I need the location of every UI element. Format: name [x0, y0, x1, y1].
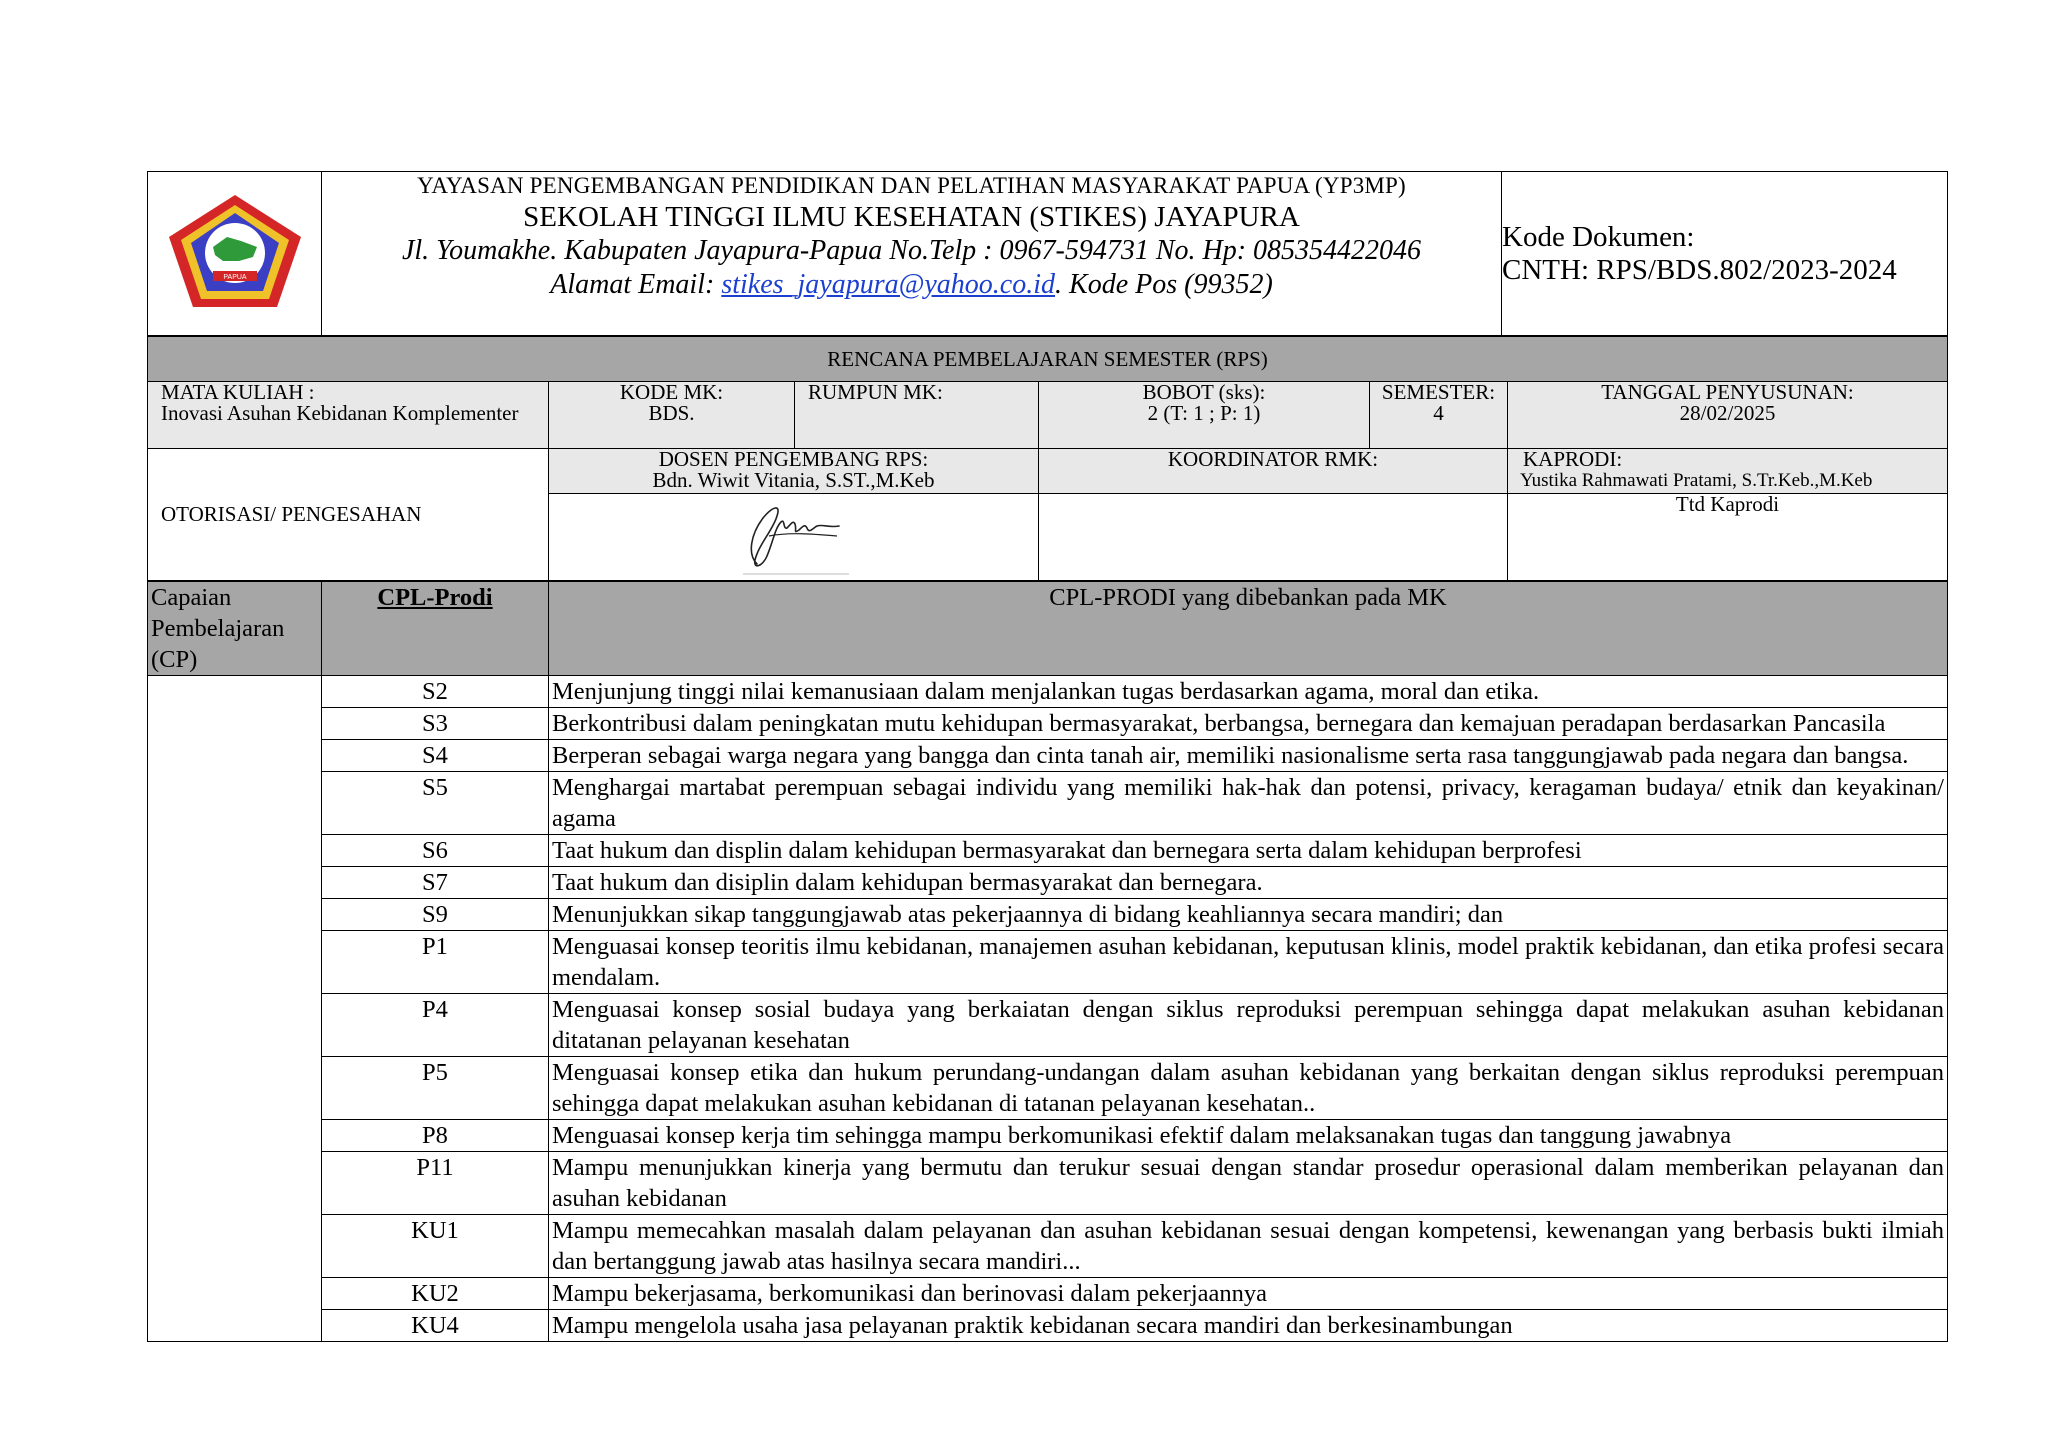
cp-spacer-cell [148, 676, 322, 1342]
cpl-description: Mampu bekerjasama, berkomunikasi dan berinovasi dalam pekerjaannya [549, 1278, 1948, 1310]
dosen-label: DOSEN PENGEMBANG RPS: [658, 447, 929, 471]
dosen-cell [549, 449, 1039, 494]
kode-mk-label: KODE MK: [619, 380, 724, 404]
table-row [148, 1310, 1948, 1342]
otorisasi-label: OTORISASI/ PENGESAHAN [148, 449, 549, 581]
rps-title: RENCANA PEMBELAJARAN SEMESTER (RPS) [148, 337, 1948, 382]
cpl-description: Mampu menunjukkan kinerja yang bermutu dan terukur sesuai dengan standar prosedur operasional dalam memberikan pelayanan dan asuhan kebidanan [549, 1152, 1948, 1215]
cpl-description: Taat hukum dan displin dalam kehidupan bermasyarakat dan bernegara serta dalam kehidupan berprofesi [549, 835, 1948, 867]
cpl-code: S4 [322, 740, 549, 772]
cpl-description: Menguasai konsep teoritis ilmu kebidanan, manajemen asuhan kebidanan, keputusan klinis, model praktik kebidanan, dan etika profesi secara mendalam. [549, 931, 1948, 994]
table-row [148, 676, 1948, 708]
cpl-code: P8 [322, 1120, 549, 1152]
cpl-prodi-label: CPL-Prodi [322, 582, 549, 676]
cpl-code: S2 [322, 676, 549, 708]
semester-cell [1370, 382, 1508, 449]
cpl-header: CPL-PRODI yang dibebankan pada MK [549, 582, 1948, 676]
koordinator-label: KOORDINATOR RMK: [1167, 447, 1379, 471]
semester-value: 4 [1433, 401, 1444, 425]
table-row [148, 994, 1948, 1057]
cpl-code: P5 [322, 1057, 549, 1120]
table-row [148, 1278, 1948, 1310]
rumpun-mk-label: RUMPUN MK: [808, 380, 943, 404]
document-header [147, 171, 1948, 336]
institution-name: SEKOLAH TINGGI ILMU KESEHATAN (STIKES) JAYAPURA [523, 201, 1300, 233]
cpl-code: KU2 [322, 1278, 549, 1310]
cpl-description: Mampu memecahkan masalah dalam pelayanan dan asuhan kebidanan sesuai dengan kompetensi, kewenangan yang berbasis bukti ilmiah dan bertanggung jawab atas hasilnya secara mandiri... [549, 1215, 1948, 1278]
cpl-code: S6 [322, 835, 549, 867]
mata-kuliah-label: MATA KULIAH : [161, 380, 315, 404]
stikes-logo-icon [165, 191, 305, 311]
table-row [148, 931, 1948, 994]
document-code-label: Kode Dokumen: [1502, 220, 1695, 253]
foundation-name: YAYASAN PENGEMBANGAN PENDIDIKAN DAN PELATIHAN MASYARAKAT PAPUA (YP3MP) [417, 173, 1406, 198]
rps-meta-table [147, 336, 1948, 581]
cpl-code: S3 [322, 708, 549, 740]
logo-cell [148, 172, 322, 336]
bobot-value: 2 (T: 1 ; P: 1) [1147, 401, 1261, 425]
cpl-description: Menjunjung tinggi nilai kemanusiaan dalam menjalankan tugas berdasarkan agama, moral dan etika. [549, 676, 1948, 708]
document-code [1502, 172, 1948, 336]
cpl-code: KU4 [322, 1310, 549, 1342]
mata-kuliah-cell [148, 382, 549, 449]
tanggal-cell [1508, 382, 1948, 449]
cpl-description: Berkontribusi dalam peningkatan mutu kehidupan bermasyarakat, berbangsa, bernegara dan kemajuan peradapan berdasarkan Pancasila [549, 708, 1948, 740]
tanggal-label: TANGGAL PENYUSUNAN: [1601, 380, 1854, 404]
table-row [148, 867, 1948, 899]
table-row [148, 1215, 1948, 1278]
institution-contact: Alamat Email: stikes_jayapura@yahoo.co.id. Kode Pos (99352) [550, 269, 1273, 300]
rps-document [147, 171, 1947, 1342]
cpl-code: S5 [322, 772, 549, 835]
table-row [148, 1057, 1948, 1120]
table-row [148, 772, 1948, 835]
table-row [148, 835, 1948, 867]
table-row [148, 740, 1948, 772]
institution-info [322, 172, 1502, 336]
signature-cell [549, 494, 1039, 581]
cpl-description: Mampu mengelola usaha jasa pelayanan praktik kebidanan secara mandiri dan berkesinambungan [549, 1310, 1948, 1342]
table-row [148, 1152, 1948, 1215]
ttd-kaprodi: Ttd Kaprodi [1508, 494, 1948, 581]
cpl-code: S7 [322, 867, 549, 899]
table-row [148, 708, 1948, 740]
cpl-code: P1 [322, 931, 549, 994]
koordinator-signature-cell [1039, 494, 1508, 581]
dosen-value: Bdn. Wiwit Vitania, S.ST.,M.Keb [652, 468, 935, 492]
cpl-code: P11 [322, 1152, 549, 1215]
bobot-label: BOBOT (sks): [1142, 380, 1266, 404]
cpl-description: Taat hukum dan disiplin dalam kehidupan bermasyarakat dan bernegara. [549, 867, 1948, 899]
kode-mk-value: BDS. [648, 401, 695, 425]
cpl-code: P4 [322, 994, 549, 1057]
cpl-description: Menguasai konsep sosial budaya yang berkaiatan dengan siklus reproduksi perempuan sehingga dapat melakukan asuhan kebidanan ditatanan pelayanan kesehatan [549, 994, 1948, 1057]
kode-mk-cell [549, 382, 795, 449]
institution-address: Jl. Youmakhe. Kabupaten Jayapura-Papua No.Telp : 0967-594731 No. Hp: 085354422046 [401, 235, 1422, 266]
koordinator-cell [1039, 449, 1508, 494]
rumpun-mk-cell [795, 382, 1039, 449]
cpl-description: Menguasai konsep kerja tim sehingga mampu berkomunikasi efektif dalam melaksanakan tugas dan tanggung jawabnya [549, 1120, 1948, 1152]
capaian-pembelajaran-label: Capaian Pembelajaran (CP) [148, 582, 322, 676]
signature-icon [729, 494, 859, 576]
mata-kuliah-value: Inovasi Asuhan Kebidanan Komplementer [161, 401, 519, 425]
cpl-description: Menguasai konsep etika dan hukum perundang-undangan dalam asuhan kebidanan yang berkaitan dengan siklus reproduksi perempuan sehingga dapat melakukan asuhan kebidanan di tatanan pelayanan kesehatan.. [549, 1057, 1948, 1120]
bobot-cell [1039, 382, 1370, 449]
cpl-code: S9 [322, 899, 549, 931]
cpl-code: KU1 [322, 1215, 549, 1278]
cpl-table [147, 581, 1948, 1342]
tanggal-value: 28/02/2025 [1679, 401, 1776, 425]
kaprodi-value: Yustika Rahmawati Pratami, S.Tr.Keb.,M.Keb [1520, 470, 1873, 491]
email-link[interactable]: stikes_jayapura@yahoo.co.id [721, 269, 1056, 300]
kaprodi-label: KAPRODI: [1523, 447, 1623, 471]
svg-text:PAPUA: PAPUA [222, 274, 247, 281]
semester-label: SEMESTER: [1381, 380, 1496, 404]
cpl-description: Menunjukkan sikap tanggungjawab atas pekerjaannya di bidang keahliannya secara mandiri; dan [549, 899, 1948, 931]
cpl-description: Menghargai martabat perempuan sebagai individu yang memiliki hak-hak dan potensi, privacy, keragaman budaya/ etnik dan keyakinan/ agama [549, 772, 1948, 835]
table-row [148, 899, 1948, 931]
cpl-description: Berperan sebagai warga negara yang bangga dan cinta tanah air, memiliki nasionalisme serta rasa tanggungjawab pada negara dan bangsa. [549, 740, 1948, 772]
kaprodi-cell [1508, 449, 1948, 494]
table-row [148, 1120, 1948, 1152]
document-code-value: CNTH: RPS/BDS.802/2023-2024 [1502, 253, 1897, 286]
